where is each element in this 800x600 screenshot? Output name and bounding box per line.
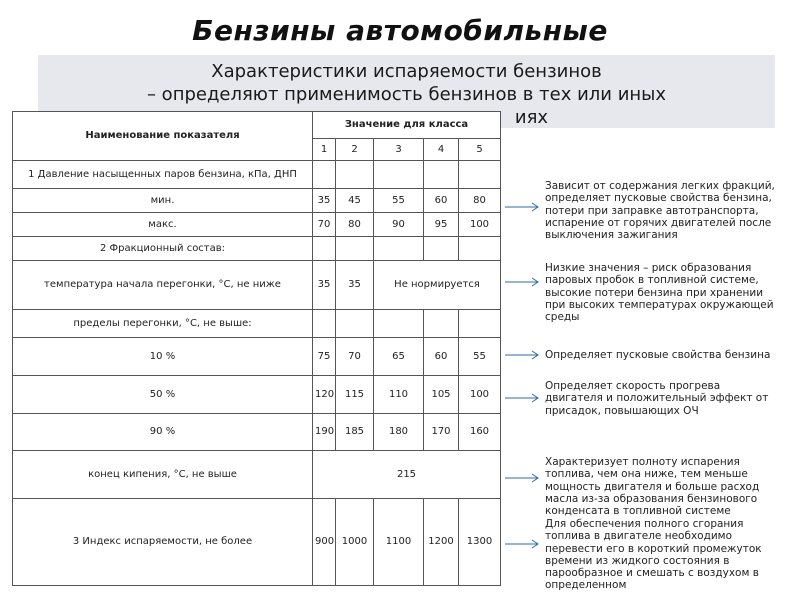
note-50-percent: Определяет скорость прогрева двигателя и положительный эффект от присадок, повышающих ОЧ [545, 380, 769, 417]
arrow-right-icon [505, 350, 541, 360]
note-final-boiling: Характеризует полноту испарения топлива, чем она ниже, тем меньше мощность двигателя и больше расход масла из-за образования бензинового конденсата в топливной системе [545, 456, 760, 518]
header-indicator-name: Наименование показателя [13, 112, 313, 161]
cell [313, 310, 336, 338]
cell [459, 237, 501, 261]
class-header-2: 2 [336, 139, 374, 161]
cell: 1000 [336, 499, 374, 586]
cell: 60 [424, 189, 459, 213]
cell: 45 [336, 189, 374, 213]
row-label: макс. [13, 213, 313, 237]
cell: 100 [459, 213, 501, 237]
cell [459, 161, 501, 189]
cell [313, 237, 336, 261]
row-label: 3 Индекс испаряемости, не более [13, 499, 313, 586]
class-header-5: 5 [459, 139, 501, 161]
class-header-4: 4 [424, 139, 459, 161]
arrow-right-icon [505, 393, 541, 403]
table-row [13, 213, 501, 237]
table-row [13, 499, 501, 586]
notes-column [505, 0, 795, 600]
cell: 115 [336, 376, 374, 414]
cell: 185 [336, 414, 374, 451]
cell [424, 161, 459, 189]
page-title: Бензины автомобильные [192, 14, 608, 47]
cell [313, 161, 336, 189]
cell: 75 [313, 338, 336, 376]
cell: 80 [459, 189, 501, 213]
cell: 190 [313, 414, 336, 451]
cell: 35 [313, 189, 336, 213]
cell [374, 161, 424, 189]
cell [424, 237, 459, 261]
row-label: температура начала перегонки, °C, не ниже [13, 261, 313, 310]
cell: 60 [424, 338, 459, 376]
row-label: пределы перегонки, °C, не выше: [13, 310, 313, 338]
cell: 1300 [459, 499, 501, 586]
cell: 95 [424, 213, 459, 237]
subtitle-line-2: – определяют применимость бензинов в тех или иных [146, 84, 667, 105]
note-10-percent: Определяет пусковые свойства бензина [545, 349, 771, 361]
table-row [13, 376, 501, 414]
subtitle-line-3: иях [514, 107, 549, 128]
table-row [13, 261, 501, 310]
arrow-right-icon [505, 202, 541, 212]
row-label: 90 % [13, 414, 313, 451]
merged-cell-final-boiling: 215 [313, 451, 501, 499]
cell: 160 [459, 414, 501, 451]
gasoline-properties-table [12, 111, 501, 586]
row-label: 2 Фракционный состав: [13, 237, 313, 261]
cell: 70 [313, 213, 336, 237]
cell: 90 [374, 213, 424, 237]
table-row [13, 237, 501, 261]
table-row [13, 414, 501, 451]
table-row [13, 338, 501, 376]
cell: 35 [336, 261, 374, 310]
table-row [13, 189, 501, 213]
arrow-right-icon [505, 539, 541, 549]
cell [374, 237, 424, 261]
cell [336, 237, 374, 261]
row-label: мин. [13, 189, 313, 213]
cell: 110 [374, 376, 424, 414]
note-volatility-index: Для обеспечения полного сгорания топлива в двигателе необходимо перевести его в короткий промежуток времени из жидкого состояния в парообразное и смешать с воздухом в определенном [545, 518, 762, 592]
cell: 65 [374, 338, 424, 376]
cell: 100 [459, 376, 501, 414]
note-vapor-pressure: Зависит от содержания легких фракций, определяет пусковые свойства бензина, потери при заправке автотранспорта, испарение от горячих двигателей после выключения зажигания [545, 180, 775, 242]
cell: 80 [336, 213, 374, 237]
cell [459, 310, 501, 338]
row-label: конец кипения, °C, не выше [13, 451, 313, 499]
arrow-right-icon [505, 473, 541, 483]
cell [336, 161, 374, 189]
subtitle-line-1: Характеристики испаряемости бензинов [211, 61, 602, 82]
table-row [13, 161, 501, 189]
cell: 900 [313, 499, 336, 586]
cell: 1200 [424, 499, 459, 586]
cell: 105 [424, 376, 459, 414]
cell: 35 [313, 261, 336, 310]
cell: 170 [424, 414, 459, 451]
cell: 120 [313, 376, 336, 414]
row-label: 1 Давление насыщенных паров бензина, кПа, ДНП [13, 161, 313, 189]
cell: 1100 [374, 499, 424, 586]
header-class-value: Значение для класса [313, 112, 501, 139]
cell [374, 310, 424, 338]
row-label: 10 % [13, 338, 313, 376]
class-header-3: 3 [374, 139, 424, 161]
table-row [13, 310, 501, 338]
table-row [13, 451, 501, 499]
class-header-1: 1 [313, 139, 336, 161]
arrow-right-icon [505, 277, 541, 287]
cell: 55 [374, 189, 424, 213]
cell [336, 310, 374, 338]
row-label: 50 % [13, 376, 313, 414]
cell: 70 [336, 338, 374, 376]
cell: 55 [459, 338, 501, 376]
cell [424, 310, 459, 338]
note-initial-boiling: Низкие значения – риск образования паровых пробок в топливной системе, высокие потери бензина при хранении при высоких температурах окружающей среды [545, 262, 774, 324]
cell: 180 [374, 414, 424, 451]
merged-cell-not-normalized: Не нормируется [374, 261, 501, 310]
